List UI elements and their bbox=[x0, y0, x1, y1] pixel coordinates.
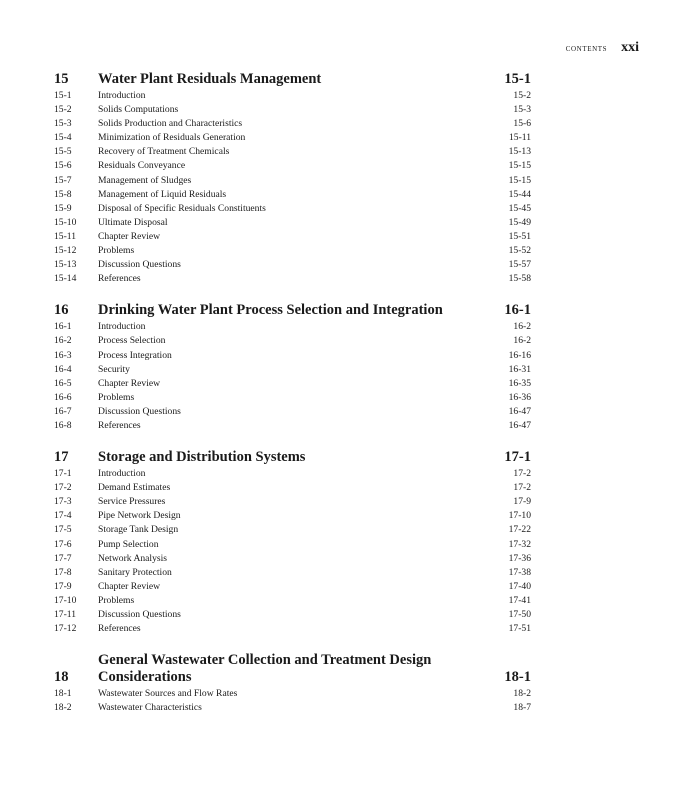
section-title: Demand Estimates bbox=[98, 482, 171, 494]
section-page: 18-7 bbox=[513, 702, 531, 714]
toc-entry[interactable] bbox=[54, 258, 531, 272]
section-number: 16-1 bbox=[54, 321, 72, 333]
toc-entry[interactable] bbox=[54, 580, 531, 594]
section-number: 16-3 bbox=[54, 349, 72, 361]
table-of-contents bbox=[54, 71, 531, 731]
section-number: 15-10 bbox=[54, 216, 77, 228]
section-number: 15-9 bbox=[54, 202, 72, 214]
toc-entry[interactable] bbox=[54, 216, 531, 230]
section-title: Wastewater Characteristics bbox=[98, 702, 202, 714]
section-number: 15-11 bbox=[54, 230, 77, 242]
section-title: Problems bbox=[98, 391, 135, 403]
toc-entry[interactable] bbox=[54, 566, 531, 580]
chapter-heading[interactable] bbox=[54, 71, 531, 89]
section-title: References bbox=[98, 273, 141, 285]
chapter-title: Water Plant Residuals Management bbox=[98, 71, 322, 87]
section-page: 17-40 bbox=[508, 580, 531, 592]
chapter-number: 16 bbox=[54, 302, 69, 319]
section-number: 18-1 bbox=[54, 688, 72, 700]
toc-entry[interactable] bbox=[54, 202, 531, 216]
section-title: References bbox=[98, 623, 141, 635]
section-page: 16-16 bbox=[508, 349, 531, 361]
section-number: 15-3 bbox=[54, 118, 72, 130]
section-title: Wastewater Sources and Flow Rates bbox=[98, 688, 238, 700]
section-number: 17-4 bbox=[54, 510, 72, 522]
section-number: 16-2 bbox=[54, 335, 72, 347]
section-number: 17-2 bbox=[54, 482, 72, 494]
chapter-number: 15 bbox=[54, 71, 69, 87]
section-title: Recovery of Treatment Chemicals bbox=[98, 146, 230, 158]
chapter-block bbox=[54, 652, 531, 715]
section-title: Process Selection bbox=[98, 335, 166, 347]
section-number: 15-2 bbox=[54, 104, 72, 116]
toc-entry[interactable] bbox=[54, 188, 531, 202]
section-page: 17-10 bbox=[508, 510, 531, 522]
section-title: Introduction bbox=[98, 468, 146, 480]
toc-entry[interactable] bbox=[54, 622, 531, 636]
chapter-block bbox=[54, 449, 531, 636]
section-number: 18-2 bbox=[54, 702, 72, 714]
section-page: 15-15 bbox=[508, 160, 531, 172]
toc-entry[interactable] bbox=[54, 131, 531, 145]
section-page: 15-3 bbox=[513, 104, 531, 116]
section-page: 17-41 bbox=[508, 594, 531, 606]
toc-entry[interactable] bbox=[54, 145, 531, 159]
section-number: 16-6 bbox=[54, 391, 72, 403]
section-page: 16-31 bbox=[508, 363, 531, 375]
section-page: 15-15 bbox=[508, 174, 531, 186]
chapter-heading[interactable] bbox=[54, 652, 531, 687]
section-title: Discussion Questions bbox=[98, 609, 181, 620]
toc-entry[interactable] bbox=[54, 89, 531, 103]
section-page: 17-38 bbox=[508, 566, 531, 578]
section-title: Chapter Review bbox=[98, 377, 161, 389]
toc-entry[interactable] bbox=[54, 230, 531, 244]
chapter-number: 18 bbox=[54, 669, 69, 686]
section-title: Solids Computations bbox=[98, 104, 179, 116]
section-number: 17-11 bbox=[54, 609, 77, 620]
section-number: 15-12 bbox=[54, 245, 77, 257]
page-header bbox=[566, 40, 639, 56]
toc-entry[interactable] bbox=[54, 523, 531, 537]
section-number: 17-10 bbox=[54, 594, 77, 606]
toc-entry[interactable] bbox=[54, 687, 531, 701]
toc-entry[interactable] bbox=[54, 509, 531, 523]
toc-entry[interactable] bbox=[54, 320, 531, 334]
section-page: 15-6 bbox=[513, 118, 531, 130]
toc-entry[interactable] bbox=[54, 349, 531, 363]
toc-entry[interactable] bbox=[54, 117, 531, 131]
section-page: 17-50 bbox=[508, 609, 531, 620]
section-title: Discussion Questions bbox=[98, 259, 181, 271]
section-number: 16-5 bbox=[54, 377, 72, 389]
section-title: Discussion Questions bbox=[98, 405, 181, 417]
section-number: 17-3 bbox=[54, 496, 72, 508]
section-page: 16-2 bbox=[513, 321, 531, 333]
toc-entry[interactable] bbox=[54, 405, 531, 419]
section-title: Solids Production and Characteristics bbox=[98, 118, 243, 130]
chapter-title: Storage and Distribution Systems bbox=[98, 449, 306, 466]
section-number: 17-12 bbox=[54, 623, 77, 635]
section-title: Storage Tank Design bbox=[98, 524, 179, 536]
section-page: 16-47 bbox=[508, 419, 531, 431]
toc-entry[interactable] bbox=[54, 334, 531, 348]
section-title: Management of Liquid Residuals bbox=[98, 188, 227, 200]
section-title: Residuals Conveyance bbox=[98, 160, 186, 172]
section-page: 15-44 bbox=[508, 188, 531, 200]
chapter-block bbox=[54, 302, 531, 433]
section-page: 17-2 bbox=[513, 468, 531, 480]
section-number: 15-8 bbox=[54, 188, 72, 200]
section-title: Chapter Review bbox=[98, 580, 161, 592]
section-title: Network Analysis bbox=[98, 552, 168, 564]
section-page: 16-47 bbox=[508, 405, 531, 417]
section-title: Problems bbox=[98, 594, 135, 606]
section-title: Security bbox=[98, 363, 130, 375]
toc-entry[interactable] bbox=[54, 481, 531, 495]
toc-entry[interactable] bbox=[54, 701, 531, 715]
section-title: Chapter Review bbox=[98, 230, 161, 242]
section-title: Service Pressures bbox=[98, 496, 166, 508]
section-title: Pipe Network Design bbox=[98, 510, 181, 522]
chapter-heading[interactable] bbox=[54, 449, 531, 467]
chapter-page: 17-1 bbox=[504, 449, 531, 466]
chapter-page: 18-1 bbox=[504, 669, 531, 686]
section-page: 15-2 bbox=[513, 90, 531, 101]
section-page: 15-57 bbox=[508, 259, 531, 271]
section-page: 15-13 bbox=[508, 146, 531, 158]
section-number: 17-9 bbox=[54, 580, 72, 592]
chapter-title: General Wastewater Collection and Treatment Design Considerations bbox=[98, 652, 432, 686]
section-page: 17-22 bbox=[508, 524, 531, 536]
section-number: 15-1 bbox=[54, 90, 72, 101]
toc-entry[interactable] bbox=[54, 419, 531, 433]
section-number: 16-4 bbox=[54, 363, 72, 375]
section-number: 15-4 bbox=[54, 132, 72, 144]
section-page: 17-2 bbox=[513, 482, 531, 494]
section-page: 18-2 bbox=[513, 688, 531, 700]
chapter-number: 17 bbox=[54, 449, 69, 466]
section-number: 15-7 bbox=[54, 174, 72, 186]
section-title: Process Integration bbox=[98, 349, 172, 361]
section-title: Sanitary Protection bbox=[98, 566, 172, 578]
toc-entry[interactable] bbox=[54, 495, 531, 509]
section-title: Pump Selection bbox=[98, 538, 159, 550]
section-number: 15-14 bbox=[54, 273, 77, 285]
section-number: 16-7 bbox=[54, 405, 72, 417]
toc-entry[interactable] bbox=[54, 467, 531, 481]
toc-entry[interactable] bbox=[54, 244, 531, 258]
section-page: 15-11 bbox=[508, 132, 531, 144]
section-page: 15-49 bbox=[508, 216, 531, 228]
toc-entry[interactable] bbox=[54, 363, 531, 377]
section-title: Introduction bbox=[98, 321, 146, 333]
section-page: 16-35 bbox=[508, 377, 531, 389]
running-head: CONTENTS bbox=[565, 45, 608, 53]
section-title: Problems bbox=[98, 245, 135, 257]
section-title: Minimization of Residuals Generation bbox=[98, 132, 246, 144]
section-page: 16-2 bbox=[513, 335, 531, 347]
chapter-heading[interactable] bbox=[54, 302, 531, 320]
section-page: 17-9 bbox=[513, 496, 531, 508]
section-number: 15-6 bbox=[54, 160, 72, 172]
chapter-block bbox=[54, 71, 531, 286]
section-number: 17-7 bbox=[54, 552, 72, 564]
chapter-page: 16-1 bbox=[504, 302, 531, 319]
section-page: 15-52 bbox=[508, 245, 531, 257]
section-number: 15-13 bbox=[54, 259, 77, 271]
toc-entry[interactable] bbox=[54, 103, 531, 117]
section-title: Introduction bbox=[98, 90, 146, 101]
section-number: 17-1 bbox=[54, 468, 72, 480]
section-page: 17-32 bbox=[508, 538, 531, 550]
section-title: Ultimate Disposal bbox=[98, 216, 168, 228]
section-title: References bbox=[98, 419, 141, 431]
section-page: 17-36 bbox=[508, 552, 531, 564]
section-title: Disposal of Specific Residuals Constituents bbox=[98, 202, 266, 214]
section-page: 16-36 bbox=[508, 391, 531, 403]
toc-entry[interactable] bbox=[54, 391, 531, 405]
toc-entry[interactable] bbox=[54, 552, 531, 566]
toc-entry[interactable] bbox=[54, 377, 531, 391]
toc-entry[interactable] bbox=[54, 159, 531, 173]
toc-entry[interactable] bbox=[54, 594, 531, 608]
section-number: 16-8 bbox=[54, 419, 72, 431]
section-number: 17-8 bbox=[54, 566, 72, 578]
section-page: 17-51 bbox=[508, 623, 531, 635]
chapter-page: 15-1 bbox=[504, 71, 531, 87]
toc-entry[interactable] bbox=[54, 272, 531, 286]
chapter-title: Drinking Water Plant Process Selection and Integration bbox=[98, 302, 443, 319]
toc-entry[interactable] bbox=[54, 174, 531, 188]
section-number: 15-5 bbox=[54, 146, 72, 158]
section-page: 15-51 bbox=[508, 230, 531, 242]
section-number: 17-6 bbox=[54, 538, 72, 550]
section-number: 17-5 bbox=[54, 524, 72, 536]
section-title: Management of Sludges bbox=[98, 174, 192, 186]
section-page: 15-58 bbox=[508, 273, 531, 285]
page-number: xxi bbox=[621, 40, 639, 55]
section-page: 15-45 bbox=[508, 202, 531, 214]
toc-entry[interactable] bbox=[54, 608, 531, 622]
toc-entry[interactable] bbox=[54, 538, 531, 552]
